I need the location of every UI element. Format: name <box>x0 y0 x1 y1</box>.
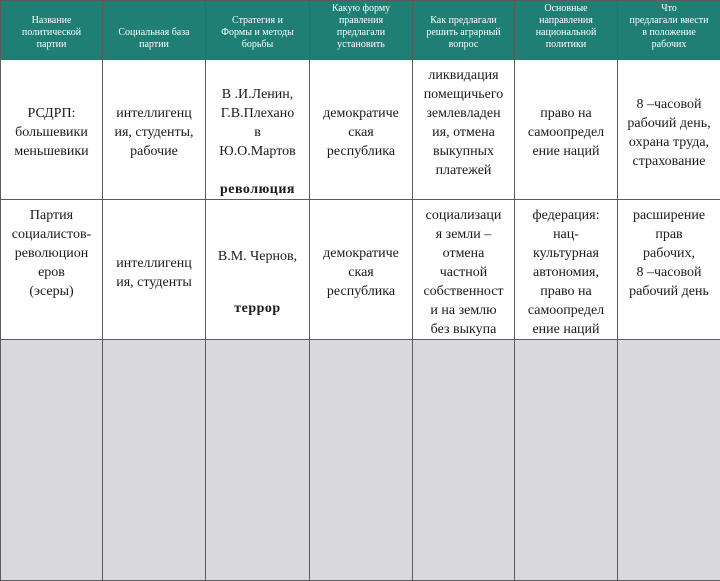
header-workers: Что предлагали ввести в положение рабочих <box>618 1 720 60</box>
cell-workers: 8 –часовой рабочий день, охрана труда, страхование <box>618 60 720 200</box>
cell-methods <box>206 200 310 340</box>
cell-social-base: интеллигенц ия, студенты, рабочие <box>103 60 206 200</box>
empty-row <box>1 340 720 581</box>
cell-party: Партия социалистов- революцион еров (эсеры) <box>1 200 103 340</box>
table-row <box>1 200 720 340</box>
methods-text: террор <box>234 301 280 316</box>
cell-agrarian: социализаци я земли – отмена частной собственност и на землю без выкупа <box>413 200 515 340</box>
header-row <box>1 1 720 60</box>
cell-national: федерация: нац- культурная автономия, право на самоопредел ение наций <box>515 200 618 340</box>
header-methods: Стратегия и Формы и методы борьбы <box>206 1 310 60</box>
empty-cell <box>310 340 413 581</box>
empty-cell <box>103 340 206 581</box>
empty-cell <box>206 340 310 581</box>
cell-national: право на самоопредел ение наций <box>515 60 618 200</box>
cell-workers: расширение прав рабочих, 8 –часовой рабочий день <box>618 200 720 340</box>
header-social-base: Социальная база партии <box>103 1 206 60</box>
leaders-text: В.М. Чернов, <box>218 249 297 264</box>
header-national: Основные направления национальной политики <box>515 1 618 60</box>
header-party: Название политической партии <box>1 1 103 60</box>
empty-cell <box>515 340 618 581</box>
cell-party: РСДРП: большевики меньшевики <box>1 60 103 200</box>
methods-text: революция <box>220 182 295 197</box>
header-government: Какую форму правления предлагали установить <box>310 1 413 60</box>
empty-cell <box>618 340 720 581</box>
cell-agrarian: ликвидация помещичьего землевладен ия, отмена выкупных платежей <box>413 60 515 200</box>
header-agrarian: Как предлагали решить аграрный вопрос <box>413 1 515 60</box>
leaders-text: В .И.Ленин, Г.В.Плехано в Ю.О.Мартов <box>219 87 296 159</box>
cell-government: демократиче ская республика <box>310 200 413 340</box>
cell-government: демократиче ская республика <box>310 60 413 200</box>
table-row <box>1 60 720 200</box>
empty-cell <box>1 340 103 581</box>
cell-social-base: интеллигенц ия, студенты <box>103 200 206 340</box>
empty-cell <box>413 340 515 581</box>
cell-methods <box>206 60 310 200</box>
